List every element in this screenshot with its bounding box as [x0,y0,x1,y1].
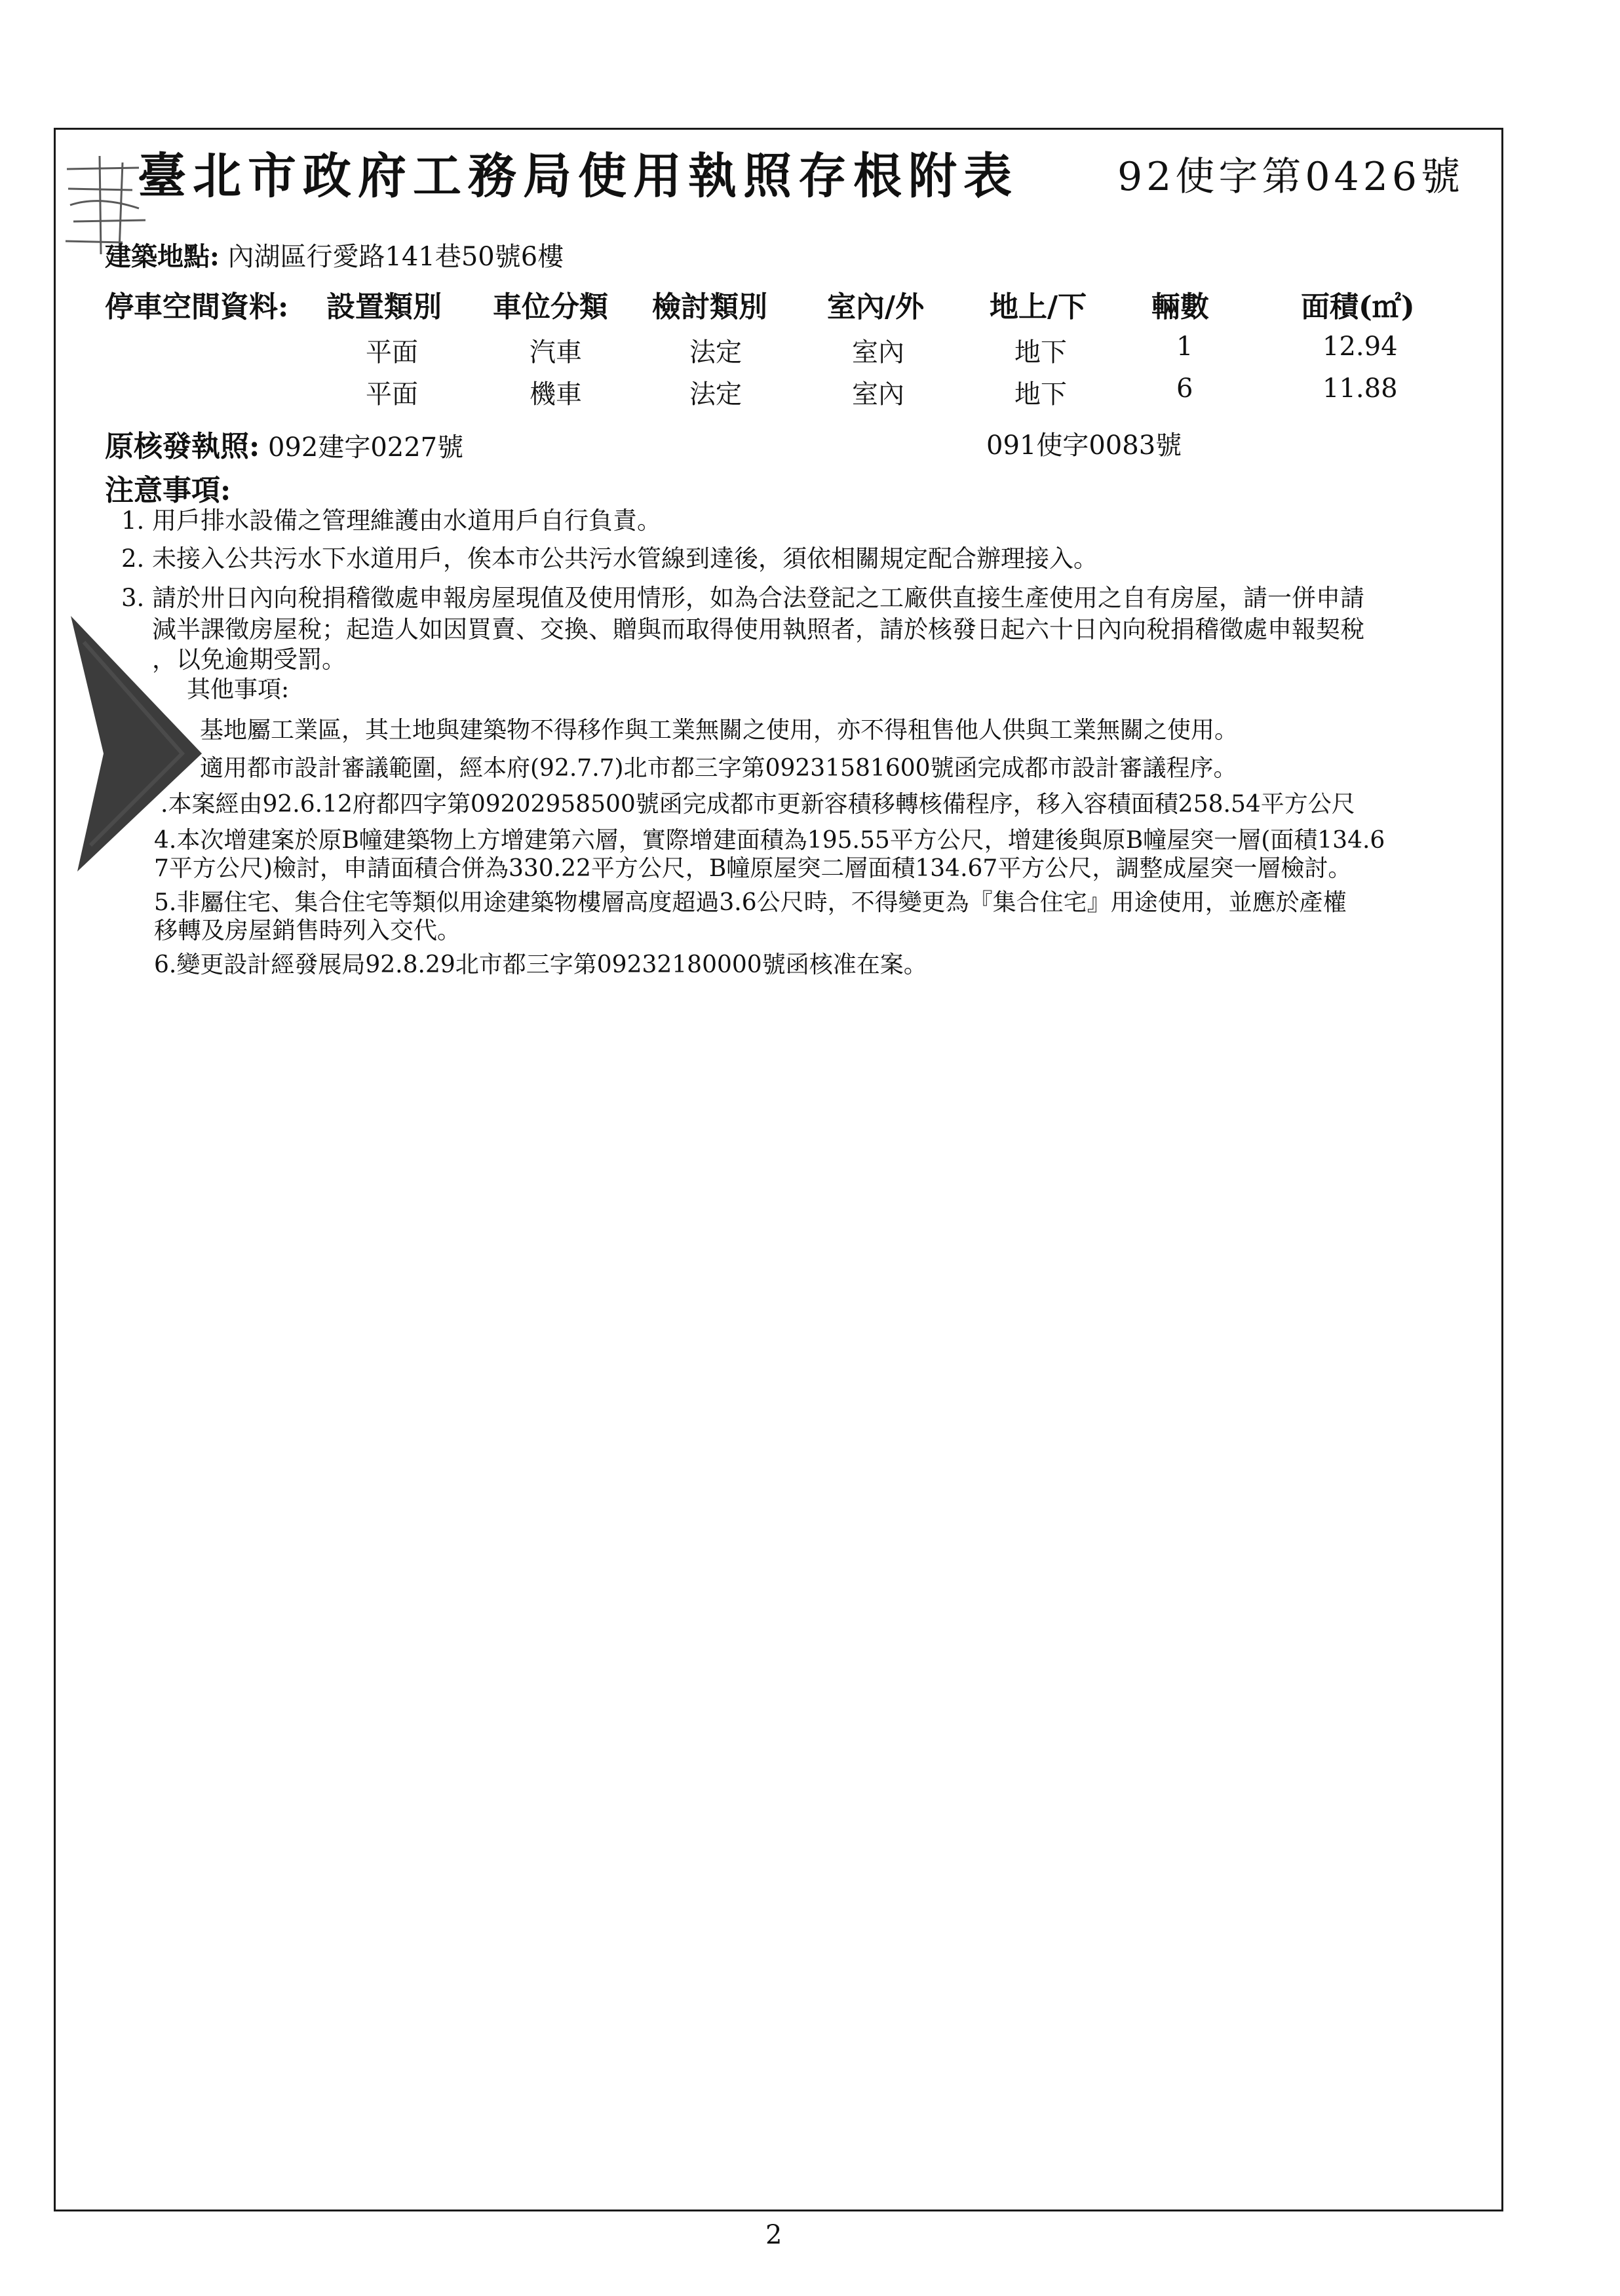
table-cell: 室內 [852,337,904,368]
table-cell: 汽車 [530,337,582,368]
note-item: 1. 用戶排水設備之管理維護由水道用戶自行負責。 [121,507,662,535]
address-label: 建築地點: [105,241,220,272]
original-license-value-2: 091使字0083號 [986,430,1182,461]
table-cell: 法定 [689,337,742,368]
col-header-indoor: 室內/外 [827,290,925,324]
other-note-item: 適用都市設計審議範圍，經本府(92.7.7)北市都三字第09231581600號函完成都市設計審議程序。 [200,755,1237,782]
page-title: 臺北市政府工務局使用執照存根附表 [138,148,1018,204]
notes-title: 注意事項: [105,474,231,507]
note-item: 2. 未接入公共污水下水道用戶，俟本市公共污水管線到達後，須依相關規定配合辦理接入。 [121,545,1098,573]
original-license-value: 092建字0227號 [267,432,464,463]
col-header-level: 地上/下 [990,290,1087,324]
col-header-type: 設置類別 [326,290,442,324]
table-cell: 室內 [852,379,904,410]
other-note-item: 7平方公尺)檢討，申請面積合併為330.22平方公尺，B幢原屋突二層面積134.67平方公尺，調整成屋突一層檢討。 [154,855,1352,882]
table-cell: 地下 [1014,379,1067,410]
permit-number: 92使字第0426號 [1117,154,1465,200]
table-cell: 平面 [366,379,418,410]
table-cell: 11.88 [1322,373,1398,404]
table-cell: 地下 [1014,337,1067,368]
col-header-review: 檢討類別 [652,290,767,324]
table-cell: 平面 [366,337,418,368]
address-row [105,236,564,273]
other-note-item: 6.變更設計經發展局92.8.29北市都三字第09232180000號函核准在案。 [154,951,927,978]
table-cell: 法定 [689,379,742,410]
original-license-label: 原核發執照: [105,430,260,463]
col-header-category: 車位分類 [493,290,608,324]
note-item: 3. 請於卅日內向稅捐稽徵處申報房屋現值及使用情形，如為合法登記之工廠供直接生產使用之自有房屋，請一併申請 [121,584,1365,612]
table-cell: 6 [1176,373,1193,404]
table-cell: 機車 [530,379,582,410]
other-note-item: 移轉及房屋銷售時列入交代。 [154,917,461,944]
note-item: ，以免逾期受罰。 [152,645,346,674]
original-license-row [105,423,463,465]
table-cell: 12.94 [1322,332,1398,362]
col-header-area: 面積(㎡) [1301,290,1415,324]
note-item: 減半課徵房屋稅；起造人如因買賣、交換、贈與而取得使用執照者，請於核發日起六十日內向稅捐稽徵處申報契稅 [152,615,1364,643]
other-note-item: 基地屬工業區，其土地與建築物不得移作與工業無關之使用，亦不得租售他人供與工業無關之使用。 [200,717,1239,744]
other-note-item: 4.本次增建案於原B幢建築物上方增建第六層，實際增建面積為195.55平方公尺，增建後與原B幢屋突一層(面積134.6 [154,827,1385,854]
other-note-item: .本案經由92.6.12府都四字第09202958500號函完成都市更新容積移轉核備程序，移入容積面積258.54平方公尺 [161,791,1355,818]
parking-label: 停車空間資料: [105,290,289,324]
other-note-item: 5.非屬住宅、集合住宅等類似用途建築物樓層高度超過3.6公尺時，不得變更為『集合住宅』用途使用，並應於產權 [154,889,1347,916]
other-notes-title: 其他事項: [187,676,290,703]
table-cell: 1 [1176,332,1193,362]
address-value: 內湖區行愛路141巷50號6樓 [227,242,564,272]
page-number: 2 [765,2220,782,2250]
col-header-count: 輛數 [1151,290,1209,324]
